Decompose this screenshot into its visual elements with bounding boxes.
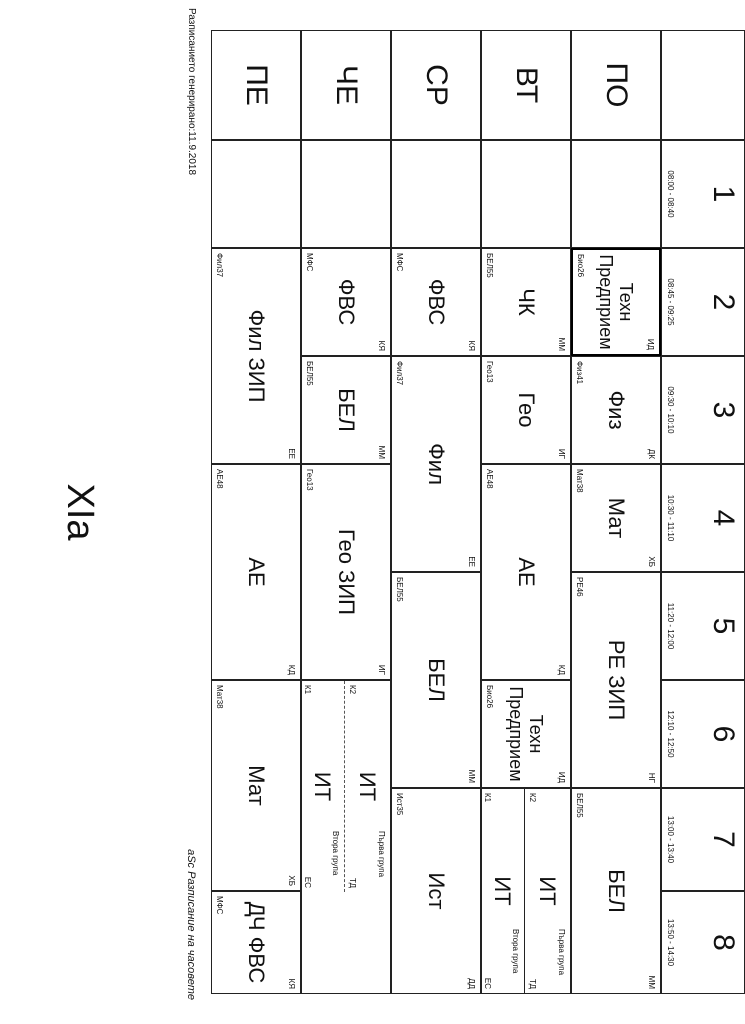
lesson-subject: Техн Предприем [596,254,636,350]
period-header-6 [661,680,745,788]
split-lesson-cell [481,788,571,994]
lesson-cell [211,680,301,891]
period-time: 12:10 - 12:50 [666,710,675,758]
lesson-teacher: ИД [557,771,566,783]
lesson-teacher: ХБ [287,875,296,886]
day-label-tue: ВТ [481,30,571,140]
lesson-room: АЕ48 [215,469,224,489]
lesson-subject: ФВС [424,278,449,326]
lesson-cell [211,891,301,994]
timetable-grid [211,30,745,994]
lesson-subject: Фил ЗИП [244,309,269,403]
lesson-teacher: КЯ [467,340,476,351]
lesson-teacher: ММ [557,337,566,351]
lesson-teacher: НГ [647,772,656,783]
period-time: 13:50 - 14:30 [666,918,675,967]
period-number: 8 [707,934,740,951]
period-time: 10:30 - 11:10 [666,494,675,542]
lesson-room: Физ41 [575,361,584,385]
lesson-cell [391,248,481,356]
lesson-room: Мат38 [215,685,224,709]
lesson-cell [301,356,391,464]
day-label-fri: ПЕ [211,30,301,140]
lesson-room: К2 [528,793,537,803]
lesson-cell [481,464,571,680]
lesson-cell [481,248,571,356]
lesson-room: БЕЛ55 [485,253,494,278]
lesson-room: Гео13 [485,361,494,383]
period-number: 4 [707,509,740,527]
lesson-cell [391,788,481,994]
lesson-room: Ист35 [395,793,404,816]
lesson-room: Фил37 [215,253,224,278]
period-time: 11:20 - 12:00 [666,602,675,650]
lesson-subject: ИТ [355,771,381,802]
lesson-cell [571,248,661,356]
empty-cell [301,140,391,248]
group-two-lesson [301,681,345,892]
lesson-teacher: ММ [467,769,476,783]
period-header-7 [661,788,745,891]
group-one-lesson [345,681,390,892]
period-header-5 [661,572,745,680]
lesson-teacher: ТД [348,877,357,888]
lesson-teacher: ХБ [647,556,656,567]
lesson-room: БЕЛ55 [575,793,584,818]
lesson-room: МФС [305,253,314,272]
lesson-room: Мат38 [575,469,584,493]
lesson-teacher: ТД [528,978,537,989]
group-two-lesson [481,789,525,993]
lesson-teacher: ЕС [303,876,312,888]
class-title: XIa [59,483,101,541]
period-header-4 [661,464,745,572]
lesson-teacher: КЯ [287,978,296,989]
lesson-subject: Физ [604,390,629,430]
lesson-cell [481,356,571,464]
lesson-teacher: ДК [647,448,656,459]
lesson-subject: Гео [514,392,539,428]
lesson-teacher: КД [287,664,296,675]
group-one-lesson [525,789,570,993]
lesson-subject: ЧК [514,288,539,316]
lesson-room: АЕ48 [485,469,494,489]
lesson-subject: ИТ [310,771,335,802]
lesson-teacher: КД [557,664,566,675]
period-time: 08:00 - 08:40 [666,170,675,218]
lesson-subject: ИТ [535,876,561,906]
lesson-room: К2 [348,685,357,695]
period-header-8 [661,891,745,994]
lesson-cell [211,248,301,464]
lesson-room: К1 [303,685,312,695]
lesson-cell [301,464,391,680]
lesson-room: Гео13 [305,469,314,491]
lesson-cell [481,680,571,788]
lesson-subject: Гео ЗИП [334,529,359,615]
lesson-room: Био26 [576,254,585,278]
lesson-room: Фил37 [395,361,404,386]
lesson-cell [571,572,661,788]
group-label: Втора група [331,831,340,876]
empty-cell [571,140,661,248]
lesson-subject: ДЧ ФВС [244,901,269,984]
lesson-cell [301,248,391,356]
lesson-cell [211,464,301,680]
lesson-room: МФС [215,896,224,915]
lesson-room: К1 [483,793,492,803]
period-time: 09:30 - 10:10 [666,386,675,434]
lesson-room: БЕЛ55 [395,577,404,602]
group-label: Втора група [511,929,520,974]
lesson-teacher: КЯ [377,340,386,351]
lesson-room: РЕ46 [575,577,584,597]
period-number: 5 [707,617,740,635]
period-header-2 [661,248,745,356]
lesson-cell [391,356,481,572]
lesson-cell [571,464,661,572]
day-label-wed: СР [391,30,481,140]
lesson-teacher: ИГ [557,448,566,459]
lesson-teacher: ИД [646,338,655,350]
period-header-3 [661,356,745,464]
empty-cell [391,140,481,248]
period-number: 1 [707,185,740,203]
group-label: Първа група [377,831,386,878]
lesson-teacher: ИГ [377,664,386,675]
brand-label: aSc Разписание на часовете [185,849,197,1000]
lesson-teacher: ДД [467,978,476,989]
period-header-1 [661,140,745,248]
lesson-subject: Мат [244,765,269,806]
lesson-teacher: ЕС [483,977,492,989]
lesson-room: Био26 [485,685,494,709]
period-number: 2 [707,293,740,311]
lesson-subject: ИТ [490,876,515,906]
lesson-room: МФС [395,253,404,272]
lesson-teacher: ЕЕ [467,556,476,567]
lesson-teacher: ММ [647,975,656,989]
lesson-subject: ФВС [334,278,359,326]
day-label-mon: ПО [571,30,661,140]
lesson-subject: Техн Предприем [506,686,546,782]
empty-cell [211,140,301,248]
lesson-subject: АЕ [514,557,539,587]
lesson-subject: БЕЛ [424,658,449,702]
group-label: Първа група [557,929,566,976]
lesson-room: БЕЛ55 [305,361,314,386]
lesson-subject: БЕЛ [334,388,359,432]
lesson-subject: БЕЛ [604,869,629,913]
lesson-subject: Мат [604,497,629,539]
lesson-subject: Ист [424,872,449,910]
lesson-subject: Фил [424,443,449,485]
lesson-cell [571,788,661,994]
period-number: 3 [707,401,740,419]
lesson-teacher: ММ [377,445,386,459]
lesson-subject: АЕ [244,557,269,587]
lesson-cell [391,572,481,788]
period-time: 08:45 - 09:25 [666,278,675,326]
period-number: 6 [707,725,740,743]
lesson-teacher: ЕЕ [287,448,296,459]
split-lesson-cell [301,680,391,994]
period-time: 13:00 - 13:40 [666,815,675,864]
lesson-subject: РЕ ЗИП [604,639,629,721]
day-label-thu: ЧЕ [301,30,391,140]
period-number: 7 [707,831,740,848]
empty-cell [481,140,571,248]
lesson-cell [571,356,661,464]
corner-cell [661,30,745,140]
generated-date: Разписанието генерирано:11.9.2018 [186,8,197,176]
